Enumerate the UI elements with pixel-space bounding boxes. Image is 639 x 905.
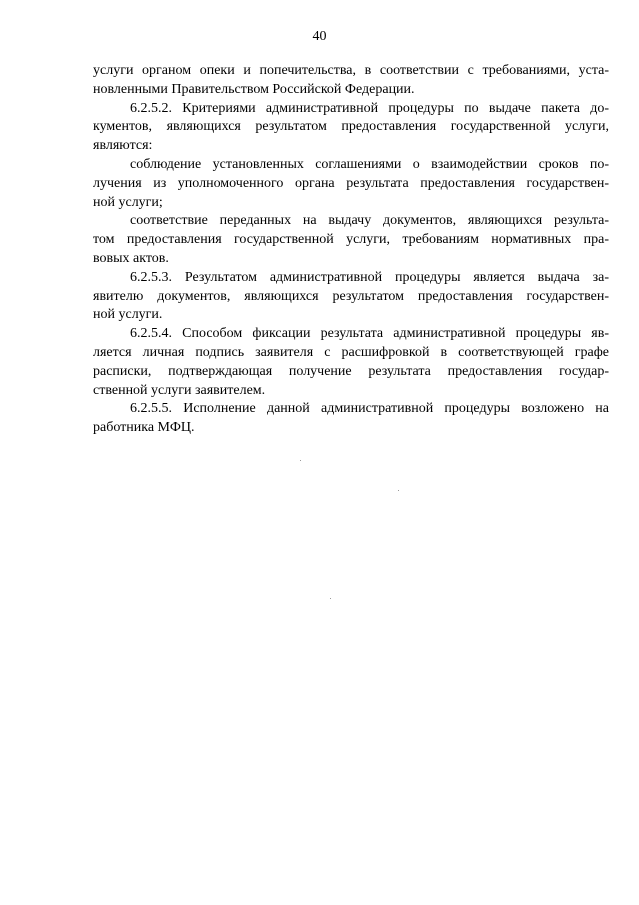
text-line: 6.2.5.4. Способом фиксации результата административной процедуры яв- (130, 326, 609, 342)
text-line: являются: (93, 138, 153, 154)
scan-speck (300, 460, 301, 461)
text-line: кументов, являющихся результатом предоставления государственной услуги, (93, 119, 609, 135)
text-line: явителю документов, являющихся результатом предоставления государствен- (93, 288, 609, 304)
text-line: лучения из уполномоченного органа результата предоставления государствен- (93, 175, 609, 191)
text-line: соблюдение установленных соглашениями о взаимодействии сроков по- (130, 156, 609, 172)
scan-speck (330, 598, 331, 599)
text-line: вовых актов. (93, 250, 169, 266)
text-line: услуги органом опеки и попечительства, в соответствии с требованиями, уста- (93, 63, 609, 78)
page-number: 40 (312, 29, 327, 44)
text-line: том предоставления государственной услуги, требованиям нормативных пра- (93, 232, 609, 248)
text-line: ной услуги. (93, 307, 163, 323)
text-line: 6.2.5.5. Исполнение данной административной процедуры возложено на (130, 401, 609, 417)
text-line: соответствие переданных на выдачу документов, являющихся результа- (130, 213, 609, 229)
text-line: 6.2.5.2. Критериями административной процедуры по выдаче пакета до- (130, 100, 609, 116)
text-line: ляется личная подпись заявителя с расшифровкой в соответствующей графе (93, 344, 609, 360)
text-line: ственной услуги заявителем. (93, 382, 266, 398)
text-line: работника МФЦ. (93, 420, 195, 436)
text-line: 6.2.5.3. Результатом административной процедуры является выдача за- (130, 269, 609, 285)
text-line: расписки, подтверждающая получение результата предоставления государ- (93, 363, 609, 379)
text-line: ной услуги; (93, 194, 163, 210)
document-body (93, 62, 609, 438)
scan-speck (398, 490, 399, 491)
text-line: новленными Правительством Российской Федерации. (93, 81, 415, 97)
